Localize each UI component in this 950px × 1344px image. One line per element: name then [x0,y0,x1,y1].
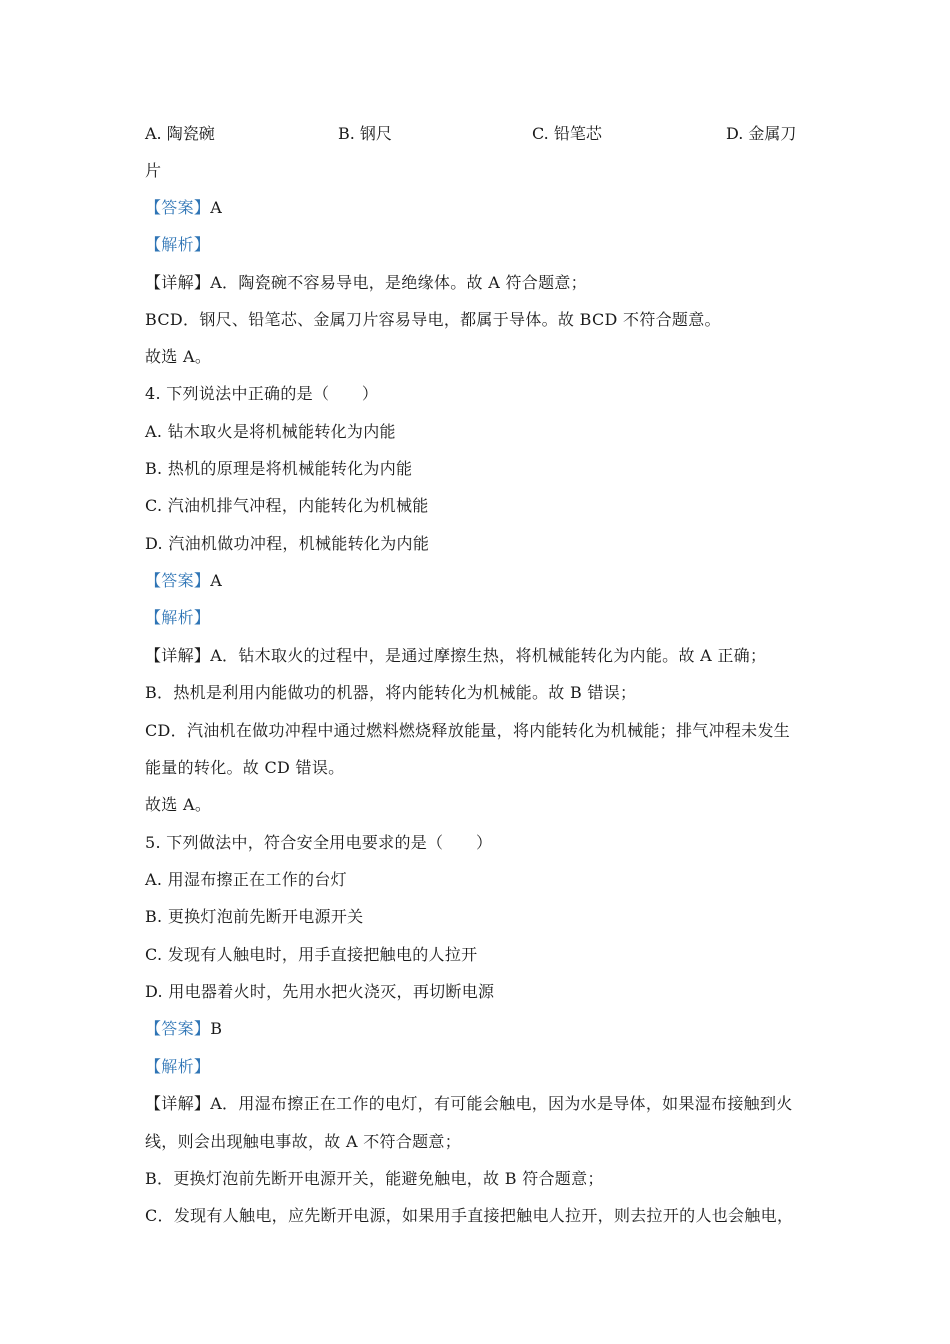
q4-analysis-tag: 【解析】 [145,608,211,627]
q4-option-a: A. 钻木取火是将机械能转化为内能 [145,422,396,441]
q5-analysis-tag: 【解析】 [145,1057,211,1076]
q4-detail-a [145,645,766,667]
q3-option-d-wrap: 片 [145,161,162,180]
q4-answer [145,570,222,592]
detail-text: A．陶瓷碗不容易导电，是绝缘体。故 A 符合题意； [210,273,587,292]
answer-tag: 【答案】 [145,571,211,590]
q4-conclusion: 故选 A。 [145,795,212,814]
q3-option-d: D. 金属刀 [726,124,797,143]
detail-tag: 【详解】 [145,273,211,292]
detail-text: A．钻木取火的过程中，是通过摩擦生热，将机械能转化为内能。故 A 正确； [210,646,767,665]
detail-tag: 【详解】 [145,646,211,665]
q5-detail-a-1 [145,1093,793,1115]
q5-detail-a-2: 线，则会出现触电事故，故 A 不符合题意； [145,1132,462,1151]
q5-option-d: D. 用电器着火时，先用水把火浇灭，再切断电源 [145,982,495,1001]
q4-stem: 4. 下列说法中正确的是（ ） [145,384,379,403]
q4-detail-cd-2: 能量的转化。故 CD 错误。 [145,758,345,777]
answer-value: A [210,571,223,590]
q4-option-c: C. 汽油机排气冲程，内能转化为机械能 [145,496,429,515]
answer-tag: 【答案】 [145,1019,211,1038]
q4-option-b: B. 热机的原理是将机械能转化为内能 [145,459,413,478]
q5-answer [145,1018,222,1040]
q4-option-d: D. 汽油机做功冲程，机械能转化为内能 [145,534,430,553]
q5-detail-c: C．发现有人触电，应先断开电源，如果用手直接把触电人拉开，则去拉开的人也会触电， [145,1206,794,1225]
q3-conclusion: 故选 A。 [145,347,212,366]
q3-option-b: B. 钢尺 [338,124,392,143]
detail-tag: 【详解】 [145,1094,211,1113]
answer-tag: 【答案】 [145,198,211,217]
q5-stem: 5. 下列做法中，符合安全用电要求的是（ ） [145,833,493,852]
q5-option-a: A. 用湿布擦正在工作的台灯 [145,870,347,889]
detail-text: A．用湿布擦正在工作的电灯，有可能会触电，因为水是导体，如果湿布接触到火 [210,1094,793,1113]
q4-detail-cd-1: CD．汽油机在做功冲程中通过燃料燃烧释放能量，将内能转化为机械能；排气冲程未发生 [145,721,791,740]
q4-detail-b: B．热机是利用内能做功的机器，将内能转化为机械能。故 B 错误； [145,683,637,702]
q3-analysis-tag: 【解析】 [145,235,211,254]
q5-option-c: C. 发现有人触电时，用手直接把触电的人拉开 [145,945,478,964]
q3-option-a: A. 陶瓷碗 [145,124,215,143]
q5-option-b: B. 更换灯泡前先断开电源开关 [145,907,364,926]
q3-option-c: C. 铅笔芯 [532,124,602,143]
answer-value: B [210,1019,223,1038]
q3-detail-a [145,272,587,294]
q3-detail-bcd: BCD．钢尺、铅笔芯、金属刀片容易导电，都属于导体。故 BCD 不符合题意。 [145,310,721,329]
q5-detail-b: B．更换灯泡前先断开电源开关，能避免触电，故 B 符合题意； [145,1169,604,1188]
answer-value: A [210,198,223,217]
q3-answer [145,197,222,219]
